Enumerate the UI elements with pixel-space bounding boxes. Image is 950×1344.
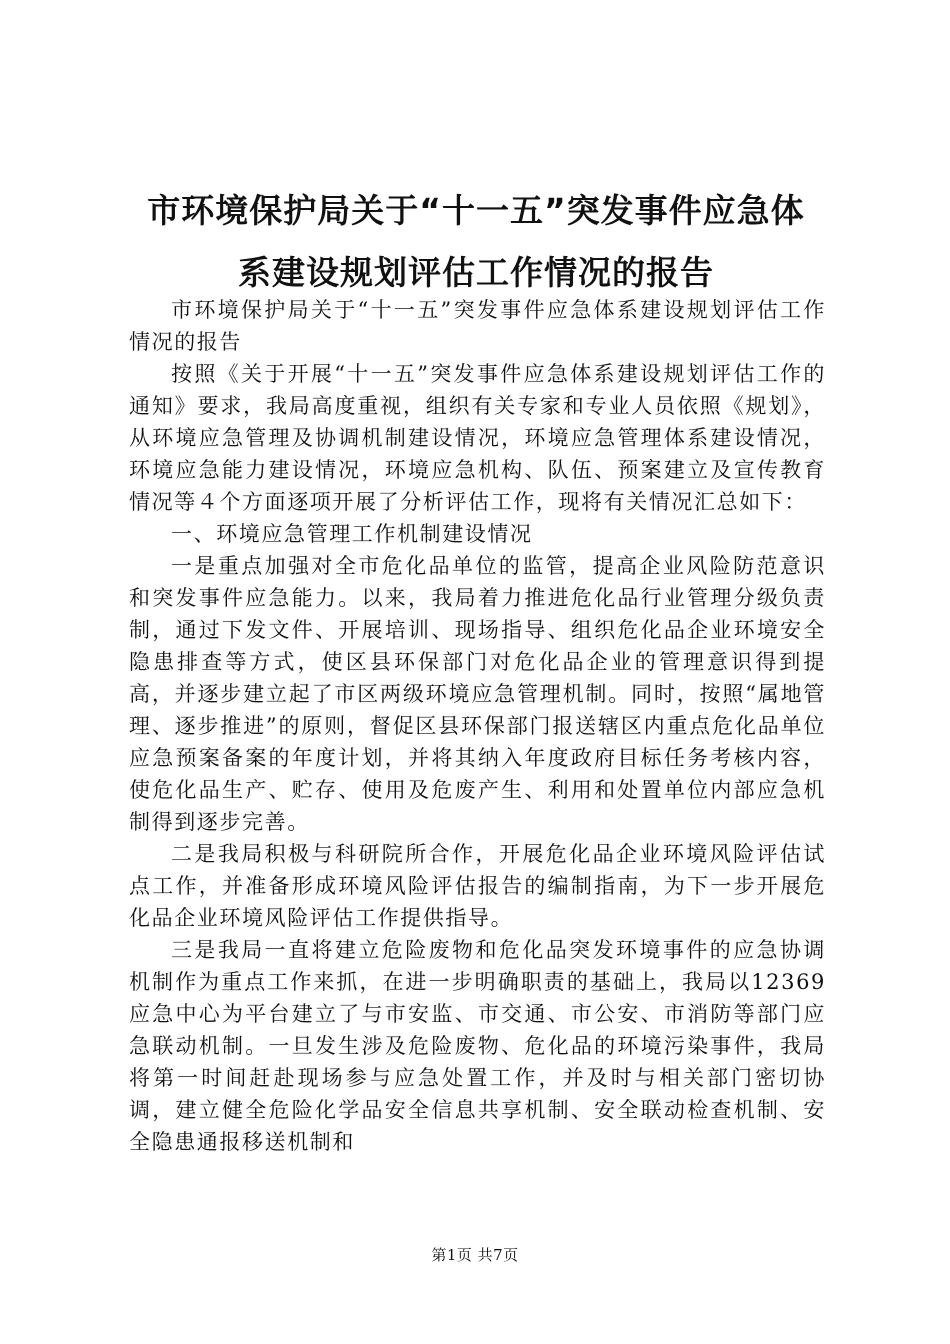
paragraph-restated-title: 市环境保护局关于“十一五”突发事件应急体系建设规划评估工作情况的报告 <box>129 298 826 354</box>
document-title-line-1: 市环境保护局关于“十一五”突发事件应急体 <box>147 191 805 230</box>
document-title-line-2: 系建设规划评估工作情况的报告 <box>238 253 714 292</box>
paragraph-introduction: 按照《关于开展“十一五”突发事件应急体系建设规划评估工作的通知》要求，我局高度重视，组织有关专家和专业人员依照《规划》，从环境应急管理及协调机制建设情况，环境应急管理体系建设情况，环境应急能力建设情况，环境应急机构、队伍、预案建立及宣传教育情况等４个方面逐项开展了分析评估工作，现将有关情况汇总如下： <box>129 362 826 514</box>
paragraph-point-3: 三是我局一直将建立危险废物和危化品突发环境事件的应急协调机制作为重点工作来抓，在进一步明确职责的基础上，我局以12369应急中心为平台建立了与市安监、市交通、市公安、市消防等部门应急联动机制。一旦发生涉及危险废物、危化品的环境污染事件，我局将第一时间赶赴现场参与应急处置工作，并及时与相关部门密切协调，建立健全危险化学品安全信息共享机制、安全联动检查机制、安全隐患通报移送机制和 <box>129 938 826 1154</box>
paragraph-point-1: 一是重点加强对全市危化品单位的监管，提高企业风险防范意识和突发事件应急能力。以来，我局着力推进危化品行业管理分级负责制，通过下发文件、开展培训、现场指导、组织危化品企业环境安全隐患排查等方式，使区县环保部门对危化品企业的管理意识得到提高，并逐步建立起了市区两级环境应急管理机制。同时，按照“属地管理、逐步推进”的原则，督促区县环保部门报送辖区内重点危化品单位应急预案备案的年度计划，并将其纳入年度政府目标任务考核内容，使危化品生产、贮存、使用及危废产生、利用和处置单位内部应急机制得到逐步完善。 <box>129 554 826 834</box>
section-heading-1: 一、环境应急管理工作机制建设情况 <box>171 522 533 546</box>
paragraph-point-2: 二是我局积极与科研院所合作，开展危化品企业环境风险评估试点工作，并准备形成环境风险评估报告的编制指南，为下一步开展危化品企业环境风险评估工作提供指导。 <box>129 842 826 930</box>
document-body <box>129 294 826 1158</box>
page-number-footer: 第1页 共7页 <box>431 1246 519 1264</box>
